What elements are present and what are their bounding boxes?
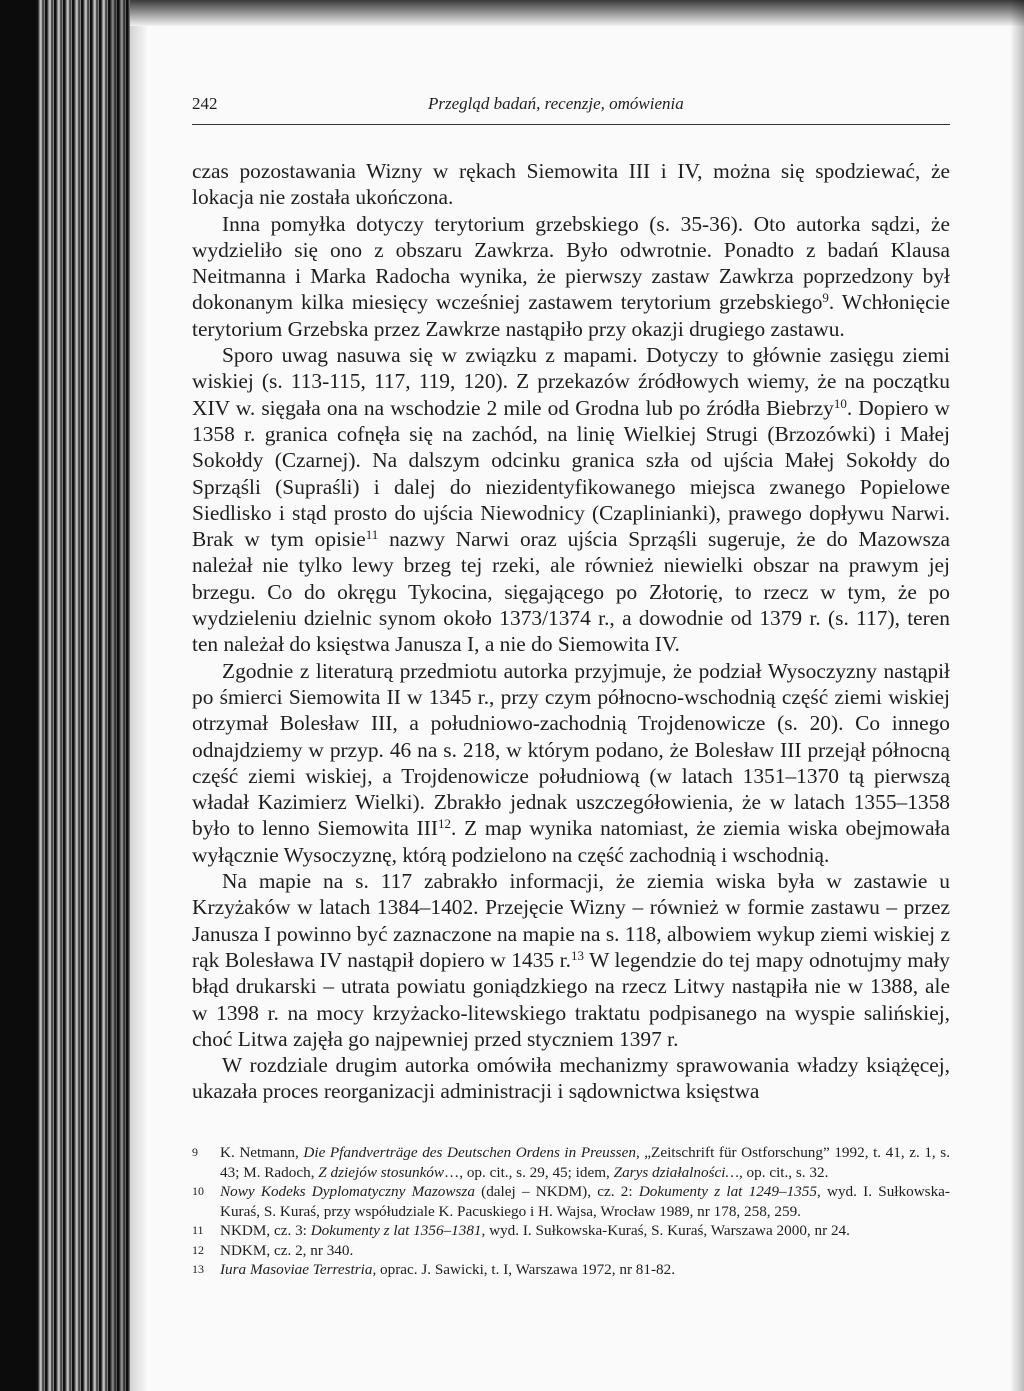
footnote-ref: 11 [365, 527, 379, 543]
book-edge-shadow [0, 0, 36, 1391]
paragraph-text: W legendzie do tej mapy odnotujmy mały błąd drukarski – utrata powiatu goniądzkiego na rzecz Litwy nastąpiła nie w 1388, ale w 1398 r. na mocy krzyżacko-litewskiego traktatu podpisanego na wyspie salińskiej, choć Litwa zajęła go najpewniej przed styczniem 1397 r. [192, 947, 950, 1051]
footnote-text: Zarys działalności… [613, 1163, 739, 1181]
footnote [192, 1260, 950, 1280]
footnote-text: , wyd. I. Sułkowska-Kuraś, S. Kuraś, Warszawa 2000, nr 24. [481, 1222, 850, 1239]
footnote-ref: 13 [570, 947, 584, 963]
page-number: 242 [192, 94, 218, 113]
footnote-text: NDKM, cz. 2, nr 340. [220, 1241, 354, 1259]
footnote-text: K. Netmann, [220, 1144, 304, 1161]
paragraph-text: Na mapie na s. 117 zabrakło informacji, że ziemia wiska była w zastawie u Krzyżaków w latach 1384–1402. Przejęcie Wizny – również w formie zastawu – przez Janusza I powinno być zaznaczone na mapie na s. 118, albowiem wykup ziemi wiskiej z rąk Bolesława IV nastąpił dopiero w 1435 r. [192, 869, 950, 972]
footnote [192, 1143, 950, 1182]
footnote-text: , „Zeitschrift für Ostforschung” 1992, t. 41, z. 1, s. 43; M. Radoch, [220, 1144, 951, 1181]
footnote-text: …, op. cit., s. 29, 45; idem, [444, 1163, 614, 1181]
paragraph-text: nazwy Narwi oraz ujścia Sprząśli sugeruje, że do Mazowsza należał nie tylko lewy brzeg tej rzeki, ale również niewielki obszar na prawym jej brzegu. Co do okręgu Tykocina, sięgającego po Złotorię, to rzecz w tym, że po wydzieleniu dzielnic synom około 1373/1374 r., a dowodnie od 1379 r. (s. 117), teren ten należał do księstwa Janusza I, a nie do Siemowita IV. [192, 527, 950, 657]
footnote-number: 9 [192, 1145, 198, 1159]
footnote-text: , wyd. I. Sułkowska-Kuraś, S. Kuraś, przy współudziale K. Pacuskiego i H. Wajsa, Wrocław 1989, nr 178, 258, 259. [220, 1183, 950, 1220]
paragraph [192, 342, 950, 658]
paragraph-text: czas pozostawania Wizny w rękach Siemowita III i IV, można się spodziewać, że lokacja nie została ukończona. [192, 159, 950, 210]
header-rule [192, 124, 950, 125]
top-page-edge [130, 0, 1024, 26]
paragraph [192, 1052, 950, 1105]
main-text [192, 158, 950, 1105]
running-header [192, 94, 950, 124]
footnote [192, 1221, 950, 1241]
footnote-text: Nowy Kodeks Dyplomatyczny Mazowsza [220, 1183, 475, 1200]
paragraph-text: Inna pomyłka dotyczy terytorium grzebskiego (s. 35-36). Oto autorka sądzi, że wydzieliło się ono z obszaru Zawkrza. Było odwrotnie. Ponadto z badań Klausa Neitmanna i Marka Radocha wynika, że pierwszy zastaw Zawkrza poprzedzony był dokonanym kilka miesięcy wcześniej zastawem terytorium grzebskiego [192, 211, 950, 315]
footnote-text: Dokumenty z lat 1249–1355 [638, 1183, 817, 1200]
footnote-text: Z dziejów stosunków [318, 1163, 445, 1181]
paragraph-text: Sporo uwag nasuwa się w związku z mapami. Dotyczy to głównie zasięgu ziemi wiskiej (s. 113-115, 117, 119, 120). Z przekazów źródłowych wiemy, że na początku XIV w. sięgała ona na wschodzie 2 mile od Grodna lub po źródła Biebrzy [192, 343, 950, 420]
paragraph-text: . Dopiero w 1358 r. granica cofnęła się na zachód, na linię Wielkiej Strugi (Brzozówki) i Małej Sokołdy (Czarnej). Na dalszym odcinku granica szła od ujścia Małej Sokołdy do Sprząśli (Supraśli) i dalej do niezidentyfikowanego miejsca zwanego Popielowe Siedlisko i stąd prosto do ujścia Niewodnicy (Czaplinianki), prawego dopływu Narwi. Brak w tym opisie [192, 395, 950, 552]
paragraph [192, 868, 950, 1052]
right-edge-shadow [1010, 0, 1024, 1391]
paragraph-text: W rozdziale drugim autorka omówiła mechanizmy sprawowania władzy książęcej, ukazała proces reorganizacji administracji i sądownictwa księstwa [192, 1053, 950, 1104]
footnote-text: Dokumenty z lat 1356–1381 [310, 1222, 482, 1239]
paragraph [192, 211, 950, 342]
paragraph-text: Zgodnie z literaturą przedmiotu autorka przyjmuje, że podział Wysoczyzny nastąpił po śmierci Siemowita II w 1345 r., przy czym północno-wschodnią część ziemi wiskiej otrzymał Bolesław III, a południowo-zachodnią Trojdenowicze (s. 20). Co innego odnajdziemy w przyp. 46 na s. 218, w którym podano, że Bolesław III przejął północną część ziemi wiskiej, a Trojdenowicze południową (w latach 1351–1370 tą pierwszą władał Kazimierz Wielki). Zbrakło jednak uszczegółowienia, że w latach 1355–1358 było to lenno Siemowita III [192, 658, 950, 841]
footnote-text: Iura Masoviae Terrestria [220, 1261, 373, 1278]
paragraph [192, 658, 950, 868]
footnote-number: 11 [192, 1223, 204, 1237]
gutter-shadow [110, 0, 150, 1391]
paragraph [192, 158, 950, 211]
footnote-text: Die Pfandverträge des Deutschen Ordens in Preussen [303, 1144, 636, 1161]
footnote-ref: 12 [437, 816, 451, 832]
footnote-text: (dalej – NKDM), cz. 2: [474, 1183, 639, 1200]
footnote [192, 1182, 950, 1221]
footnote-text: , op. cit., s. 32. [738, 1163, 829, 1181]
footnote-text: NKDM, cz. 3: [220, 1222, 311, 1239]
footnote-text: , oprac. J. Sawicki, t. I, Warszawa 1972, nr 81-82. [372, 1261, 676, 1278]
footnote-number: 12 [192, 1242, 204, 1257]
running-title: Przegląd badań, recenzje, omówienia [428, 94, 684, 113]
footnote-number: 10 [192, 1184, 204, 1198]
paragraph-text: . Z map wynika natomiast, że ziemia wiska obejmowała wyłącznie Wysoczyznę, którą podzielono na część zachodnią i wschodnią. [192, 816, 950, 867]
footnote-number: 13 [192, 1262, 204, 1276]
footnote [192, 1241, 950, 1261]
footnotes [192, 1143, 950, 1280]
footnote-ref: 9 [822, 290, 829, 306]
footnote-ref: 10 [833, 395, 847, 411]
paragraph-text: . Wchłonięcie terytorium Grzebska przez Zawkrze nastąpiło przy okazji drugiego zastawu. [192, 290, 950, 341]
